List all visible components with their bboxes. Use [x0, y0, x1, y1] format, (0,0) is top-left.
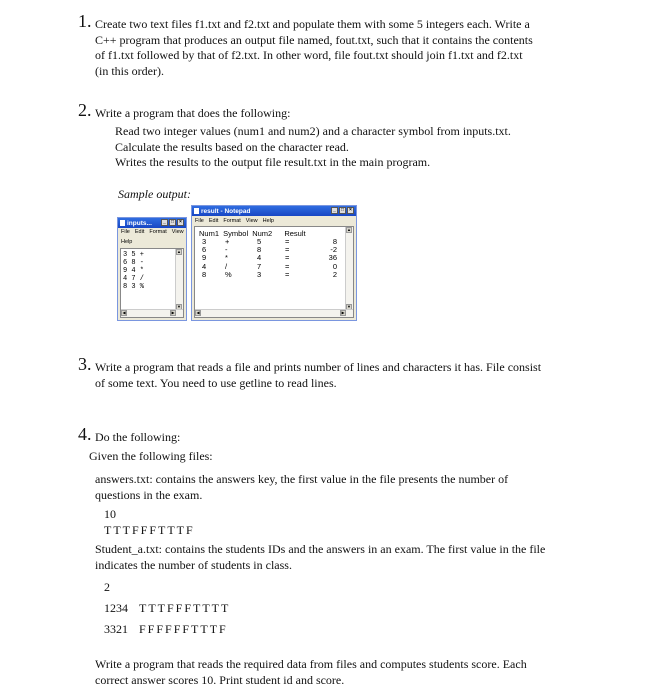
result-row [195, 246, 345, 254]
cell: 8 [257, 245, 262, 255]
menu-format[interactable]: Format [223, 217, 241, 224]
cell: = [285, 245, 290, 255]
cell: 2 [332, 269, 337, 279]
student-row [104, 598, 230, 619]
scroll-down-icon[interactable]: ▼ [177, 304, 181, 309]
inputs-notepad-window [117, 217, 187, 321]
cell: 0 [332, 261, 337, 271]
result-rows [195, 238, 345, 279]
sample-output-label [118, 187, 191, 203]
scroll-right-icon[interactable]: ▶ [171, 310, 175, 315]
header-num1: Num1 [199, 229, 220, 238]
student-id: 3321 [104, 622, 128, 636]
input-line: 4 7 / [123, 275, 145, 283]
input-line: 8 3 % [123, 283, 145, 291]
question-2-body [115, 124, 511, 171]
menu-edit[interactable]: Edit [208, 217, 219, 224]
header-symbol: Symbol [223, 229, 249, 238]
cell: -2 [330, 245, 337, 255]
result-horizontal-scrollbar[interactable] [195, 309, 353, 317]
inputs-menubar [118, 228, 186, 246]
student-row [104, 619, 230, 640]
question-3-text [95, 360, 541, 391]
cell: % [225, 269, 232, 279]
q2-intro-text: Write a program that does the following: [95, 106, 291, 120]
cell: 3 [202, 237, 207, 246]
q4-final-line: correct answer scores 10. Print student id and score. [95, 672, 345, 687]
q4-intro-text: Do the following: [95, 430, 181, 444]
notepad-icon [194, 208, 199, 214]
q1-line: Create two text files f1.txt and f2.txt and populate them with some 5 integers each. Write a [95, 17, 530, 31]
input-line: 9 4 * [123, 267, 145, 275]
q4-final-line: Write a program that reads the required data from files and computes students score. Each [95, 657, 527, 671]
cell: 6 [202, 245, 207, 255]
result-editor[interactable] [194, 226, 354, 318]
inputs-title: inputs... [127, 219, 152, 227]
answers-count: 10 [104, 507, 116, 521]
answers-desc-line: answers.txt: contains the answers key, the first value in the file presents the number of [95, 472, 509, 486]
cell: * [225, 253, 228, 263]
question-2 [78, 100, 92, 121]
scroll-up-icon[interactable]: ▲ [347, 227, 351, 232]
cell: 4 [257, 253, 262, 263]
answers-key: TTTFFFTTTF [104, 522, 195, 537]
question-1 [78, 11, 92, 32]
cell: 8 [202, 269, 207, 279]
sample-output-text: Sample output: [118, 187, 191, 201]
menu-format[interactable]: Format [149, 229, 167, 235]
cell: 36 [328, 253, 337, 263]
student-count: 2 [104, 580, 110, 594]
cell: + [225, 237, 230, 246]
cell: 3 [257, 269, 262, 279]
scroll-left-icon[interactable]: ◀ [196, 310, 200, 315]
scroll-up-icon[interactable]: ▲ [177, 249, 181, 254]
menu-edit[interactable]: Edit [134, 229, 145, 235]
student-answers: FFFFFFTTTF [139, 622, 228, 636]
header-result: Result [284, 229, 306, 238]
question-4-given [89, 449, 213, 465]
q2-line: Calculate the results based on the character read. [115, 139, 349, 154]
question-4-final [95, 657, 527, 688]
close-button[interactable]: × [177, 219, 184, 226]
cell: = [285, 237, 290, 246]
result-row [195, 254, 345, 262]
maximize-button[interactable]: □ [170, 219, 175, 225]
student-answers: TTTFFFTTTT [139, 601, 231, 615]
cell: / [225, 261, 228, 271]
cell: 4 [202, 261, 207, 271]
header-num2: Num2 [252, 229, 273, 238]
menu-file[interactable]: File [195, 217, 204, 224]
inputs-horizontal-scrollbar[interactable] [121, 309, 183, 317]
question-1-number: 1. [78, 11, 92, 31]
cell: = [285, 253, 290, 263]
result-notepad-window [191, 205, 357, 321]
inputs-vertical-scrollbar[interactable] [175, 249, 183, 317]
notepad-icon [120, 220, 125, 226]
minimize-button[interactable]: _ [161, 219, 168, 226]
student-desc-line: Student_a.txt: contains the students IDs and the answers in an exam. The first value in the file [95, 542, 546, 556]
question-4-intro [95, 430, 180, 446]
result-row [195, 271, 345, 279]
question-3 [78, 354, 92, 375]
cell: - [225, 245, 228, 255]
cell: 9 [202, 253, 207, 263]
menu-view[interactable]: View [171, 229, 184, 235]
q2-line: Writes the results to the output file result.txt in the main program. [115, 155, 431, 169]
result-header-row [199, 229, 306, 238]
scroll-left-icon[interactable]: ◀ [122, 310, 126, 315]
minimize-button[interactable]: _ [331, 207, 338, 214]
cell: = [285, 269, 290, 279]
q3-line: of some text. You need to use getline to read lines. [95, 375, 337, 390]
student-file-content [104, 577, 230, 640]
student-desc-line: indicates the number of students in class. [95, 557, 292, 572]
result-titlebar [192, 206, 356, 216]
answers-desc-line: questions in the exam. [95, 487, 203, 502]
question-2-number: 2. [78, 100, 92, 120]
cell: = [285, 261, 290, 271]
q3-line: Write a program that reads a file and prints number of lines and characters it has. File consist [95, 360, 542, 374]
q1-line: of f1.txt followed by that of f2.txt. In other word, file fout.txt should join f1.txt and f2.txt [95, 48, 523, 62]
q4-given-text: Given the following files: [89, 449, 213, 463]
input-line: 3 5 + [123, 251, 145, 259]
maximize-button[interactable]: □ [340, 207, 345, 213]
question-4-number: 4. [78, 424, 92, 444]
menu-file[interactable]: File [121, 229, 130, 235]
cell: 7 [257, 261, 262, 271]
menu-view[interactable]: View [245, 217, 258, 224]
answers-file-content [104, 507, 195, 538]
question-1-text [95, 17, 533, 79]
student-description [95, 542, 545, 573]
q1-line: (in this order). [95, 63, 164, 78]
result-vertical-scrollbar[interactable] [345, 227, 353, 317]
question-3-number: 3. [78, 354, 92, 374]
result-row [195, 263, 345, 271]
scroll-right-icon[interactable]: ▶ [341, 310, 345, 315]
question-4 [78, 424, 92, 445]
question-2-intro [95, 106, 290, 122]
q1-line: C++ program that produces an output file named, fout.txt, such that it contains the contents [95, 32, 533, 47]
result-title: result - Notepad [201, 207, 251, 215]
result-menubar [192, 216, 356, 225]
cell: 5 [257, 237, 262, 246]
answers-description [95, 472, 508, 503]
scroll-down-icon[interactable]: ▼ [347, 304, 351, 309]
menu-help[interactable]: Help [121, 239, 133, 245]
cell: 8 [332, 237, 337, 246]
q2-line: Read two integer values (num1 and num2) and a character symbol from inputs.txt. [115, 124, 511, 138]
result-row [195, 238, 345, 246]
input-line: 6 8 - [123, 259, 145, 267]
student-id: 1234 [104, 601, 128, 615]
inputs-editor[interactable] [120, 248, 184, 318]
menu-help[interactable]: Help [262, 217, 274, 224]
inputs-titlebar [118, 218, 186, 228]
close-button[interactable]: × [347, 207, 354, 214]
